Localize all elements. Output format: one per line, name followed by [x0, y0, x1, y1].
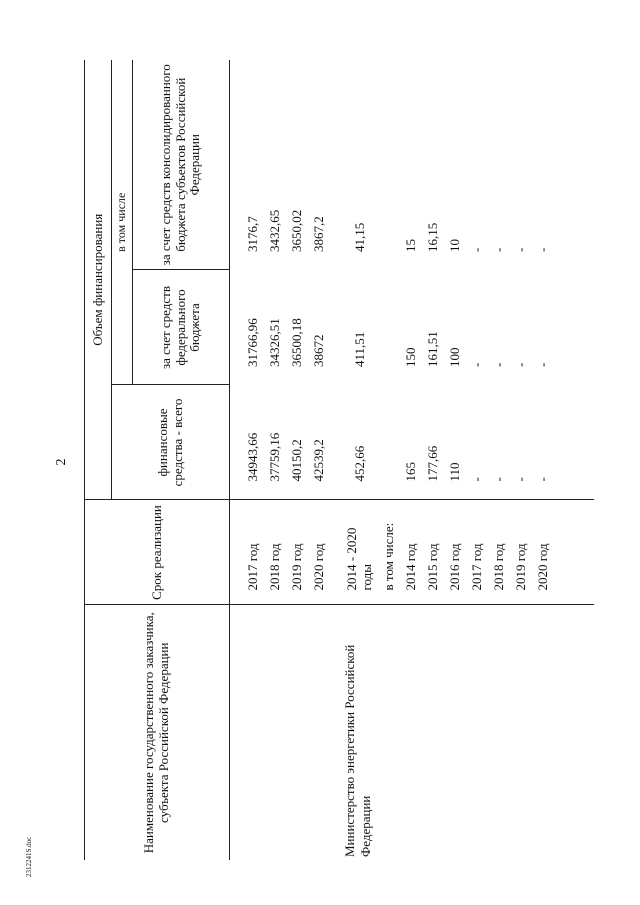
table-row: 2014 год 165 150 15 — [400, 60, 422, 860]
table-row: 2016 год 110 100 10 — [444, 60, 466, 860]
table-row: 2017 год 34943,66 31766,96 3176,7 — [242, 60, 264, 860]
header-financing: Объем финансирования — [85, 60, 112, 500]
table-row: 2017 год - - - — [466, 60, 488, 860]
footer-filename: 2312241S.doc — [25, 836, 33, 877]
header-total: финансовые средства - всего — [112, 385, 230, 500]
header-federal: за счет средств федерального бюджета — [133, 270, 230, 385]
table-row: 2019 год 40150,2 36500,18 3650,02 — [286, 60, 308, 860]
header-including: в том числе — [112, 60, 133, 385]
table-body — [230, 60, 595, 860]
header-regional: за счет средств консолидированного бюджета субъектов Российской Федерации — [133, 60, 230, 270]
table-row: в том числе: — [378, 60, 400, 860]
ministry-name: Министерство энергетики Российской Федерации — [342, 644, 373, 857]
table-row: 2020 год 42539,2 38672 3867,2 — [308, 60, 330, 860]
page-number: 2 — [54, 458, 69, 466]
table-row: 2018 год - - - — [488, 60, 510, 860]
table-row: 2019 год - - - — [510, 60, 532, 860]
header-period: Срок реализации — [85, 500, 230, 605]
table-row: 2020 год - - - — [532, 60, 554, 860]
rotated-page — [84, 60, 632, 860]
table-wrapper — [84, 60, 632, 860]
financing-table — [84, 60, 594, 860]
header-name: Наименование государственного заказчика, субъекта Российской Федерации — [85, 605, 230, 860]
ministry-row: Министерство энергетики Российской Федерации 2014 - 2020 годы 452,66 411,51 41,15 — [342, 60, 378, 860]
table-row: 2015 год 177,66 161,51 16,15 — [422, 60, 444, 860]
table-row: 2018 год 37759,16 34326,51 3432,65 — [264, 60, 286, 860]
